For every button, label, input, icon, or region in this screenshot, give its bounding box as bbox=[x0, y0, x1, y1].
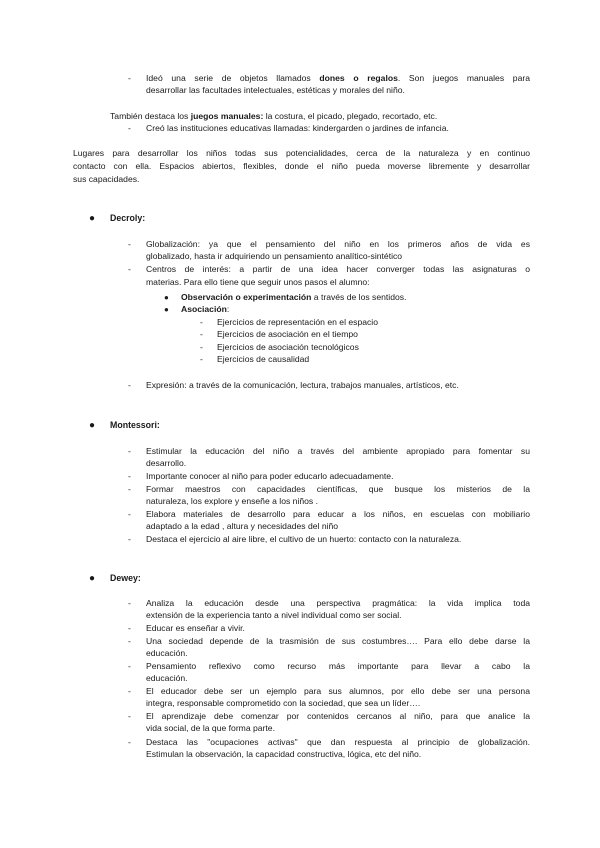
dewey-item-4-line-1: Pensamiento reflexivo como recurso más importante para llevar a cabo la bbox=[146, 661, 530, 671]
dash-marker: - bbox=[128, 598, 131, 608]
montessori-item-5: Destaca el ejercicio al aire libre, el cultivo de un huerto: contacto con la naturaleza. bbox=[146, 534, 462, 544]
dash-marker: - bbox=[128, 737, 131, 747]
decroly-globalizacion-line-1: Globalización: ya que el pensamiento del niño en los primeros años de vida es bbox=[146, 239, 530, 249]
dewey-item-7-line-2: Estimulan la observación, la capacidad constructiva, lógica, etc del niño. bbox=[146, 749, 422, 759]
montessori-item-3-line-1: Formar maestros con capacidades científicas, que busque los misterios de la bbox=[146, 484, 530, 494]
dewey-item-6-line-2: vida social, de la que forma parte. bbox=[146, 723, 275, 733]
dewey-item-7-line-1: Destaca las "ocupaciones activas" que dan respuesta al principio de globalización. bbox=[146, 737, 530, 747]
dewey-item-3-line-2: educación. bbox=[146, 648, 188, 658]
decroly-centros-line-1: Centros de interés: a partir de una idea hacer converger todas las asignaturas o bbox=[146, 264, 530, 274]
sub-bullet-marker: ● bbox=[164, 293, 169, 302]
dewey-item-5-line-1: El educador debe ser un ejemplo para sus alumnos, por ello debe ser una persona bbox=[146, 686, 530, 696]
dewey-item-1-line-1: Analiza la educación desde una perspectiva pragmática: la vida implica toda bbox=[146, 598, 530, 608]
dash-marker: - bbox=[128, 534, 131, 544]
bullet-marker: ● bbox=[89, 213, 96, 224]
dewey-item-6-line-1: El aprendizaje debe comenzar por contenidos cercanos al niño, para que analice la bbox=[146, 711, 530, 721]
dash-marker: - bbox=[200, 354, 203, 364]
decroly-globalizacion-line-2: globalizado, hasta ir adquiriendo un pensamiento analítico-sintético bbox=[146, 251, 403, 261]
bullet-marker: ● bbox=[89, 573, 96, 584]
intro-juegos-manuales: También destaca los juegos manuales: la costura, el picado, plegado, recortado, etc. bbox=[110, 111, 438, 121]
intro-item-1-line-1: Ideó una serie de objetos llamados dones o regalos. Son juegos manuales para bbox=[146, 73, 531, 83]
decroly-centros-line-2: materias. Para ello tiene que seguir unos pasos el alumno: bbox=[146, 277, 370, 287]
dewey-item-3-line-1: Una sociedad depende de la trasmisión de sus costumbres…. Para ello debe darse la bbox=[146, 636, 530, 646]
dewey-item-5-line-2: integra, responsable comprometido con la sociedad, que sea un líder…. bbox=[146, 698, 421, 708]
dash-marker: - bbox=[128, 686, 131, 696]
montessori-item-1-line-1: Estimular la educación del niño a través del ambiente apropiado para fomentar su bbox=[146, 446, 530, 456]
ejercicio-item: Ejercicios de asociación en el tiempo bbox=[217, 329, 358, 339]
sub-bullet-marker: ● bbox=[164, 305, 169, 314]
montessori-item-3-line-2: naturaleza, los explore y enseñe a los niños . bbox=[146, 496, 318, 506]
montessori-item-4-line-1: Elabora materiales de desarrollo para educar a los niños, en escuelas con mobiliario bbox=[146, 509, 530, 519]
dash-marker: - bbox=[200, 329, 203, 339]
montessori-item-2: Importante conocer al niño para poder educarlo adecuadamente. bbox=[146, 471, 394, 481]
dash-marker: - bbox=[128, 239, 131, 249]
montessori-item-4-line-2: adaptado a la edad , altura y necesidades del niño bbox=[146, 521, 339, 531]
intro-paragraph-line-1: Lugares para desarrollar los niños todas sus potencialidades, cerca de la naturaleza y en continuo bbox=[73, 148, 530, 158]
dewey-item-2: Educar es enseñar a vivir. bbox=[146, 623, 245, 633]
ejercicio-item: Ejercicios de asociación tecnológicos bbox=[217, 342, 359, 352]
dash-marker: - bbox=[128, 471, 131, 481]
intro-paragraph-line-3: sus capacidades. bbox=[73, 174, 140, 184]
dash-marker: - bbox=[128, 380, 131, 390]
dash-marker: - bbox=[200, 317, 203, 327]
dash-marker: - bbox=[128, 123, 131, 133]
dash-marker: - bbox=[128, 484, 131, 494]
heading-decroly: Decroly: bbox=[110, 213, 146, 223]
bullet-marker: ● bbox=[89, 420, 96, 431]
intro-item-1-line-2: desarrollar las facultades intelectuales, estéticas y morales del niño. bbox=[146, 85, 405, 95]
ejercicio-item: Ejercicios de representación en el espacio bbox=[217, 317, 378, 327]
dewey-item-4-line-2: educación. bbox=[146, 673, 188, 683]
dash-marker: - bbox=[128, 661, 131, 671]
ejercicio-item: Ejercicios de causalidad bbox=[217, 354, 310, 364]
intro-paragraph-line-2: contacto con ella. Espacios abiertos, flexibles, donde el niño pueda moverse libremente y desarrollar bbox=[73, 161, 530, 171]
montessori-item-1-line-2: desarrollo. bbox=[146, 458, 187, 468]
dash-marker: - bbox=[128, 446, 131, 456]
heading-montessori: Montessori: bbox=[110, 420, 160, 430]
decroly-asociacion: Asociación: bbox=[181, 304, 230, 314]
dewey-item-1-line-2: extensión de la experiencia tanto a nivel individual como ser social. bbox=[146, 610, 402, 620]
decroly-observacion: Observación o experimentación a través de los sentidos. bbox=[181, 292, 407, 302]
intro-item-2: Creó las instituciones educativas llamadas: kindergarden o jardines de infancia. bbox=[146, 123, 449, 133]
dash-marker: - bbox=[128, 509, 131, 519]
dash-marker: - bbox=[128, 264, 131, 274]
dash-marker: - bbox=[128, 623, 131, 633]
dash-marker: - bbox=[128, 73, 131, 83]
decroly-expresion: Expresión: a través de la comunicación, lectura, trabajos manuales, artísticos, etc. bbox=[146, 380, 459, 390]
heading-dewey: Dewey: bbox=[110, 573, 141, 583]
dash-marker: - bbox=[128, 711, 131, 721]
dash-marker: - bbox=[200, 342, 203, 352]
dash-marker: - bbox=[128, 636, 131, 646]
